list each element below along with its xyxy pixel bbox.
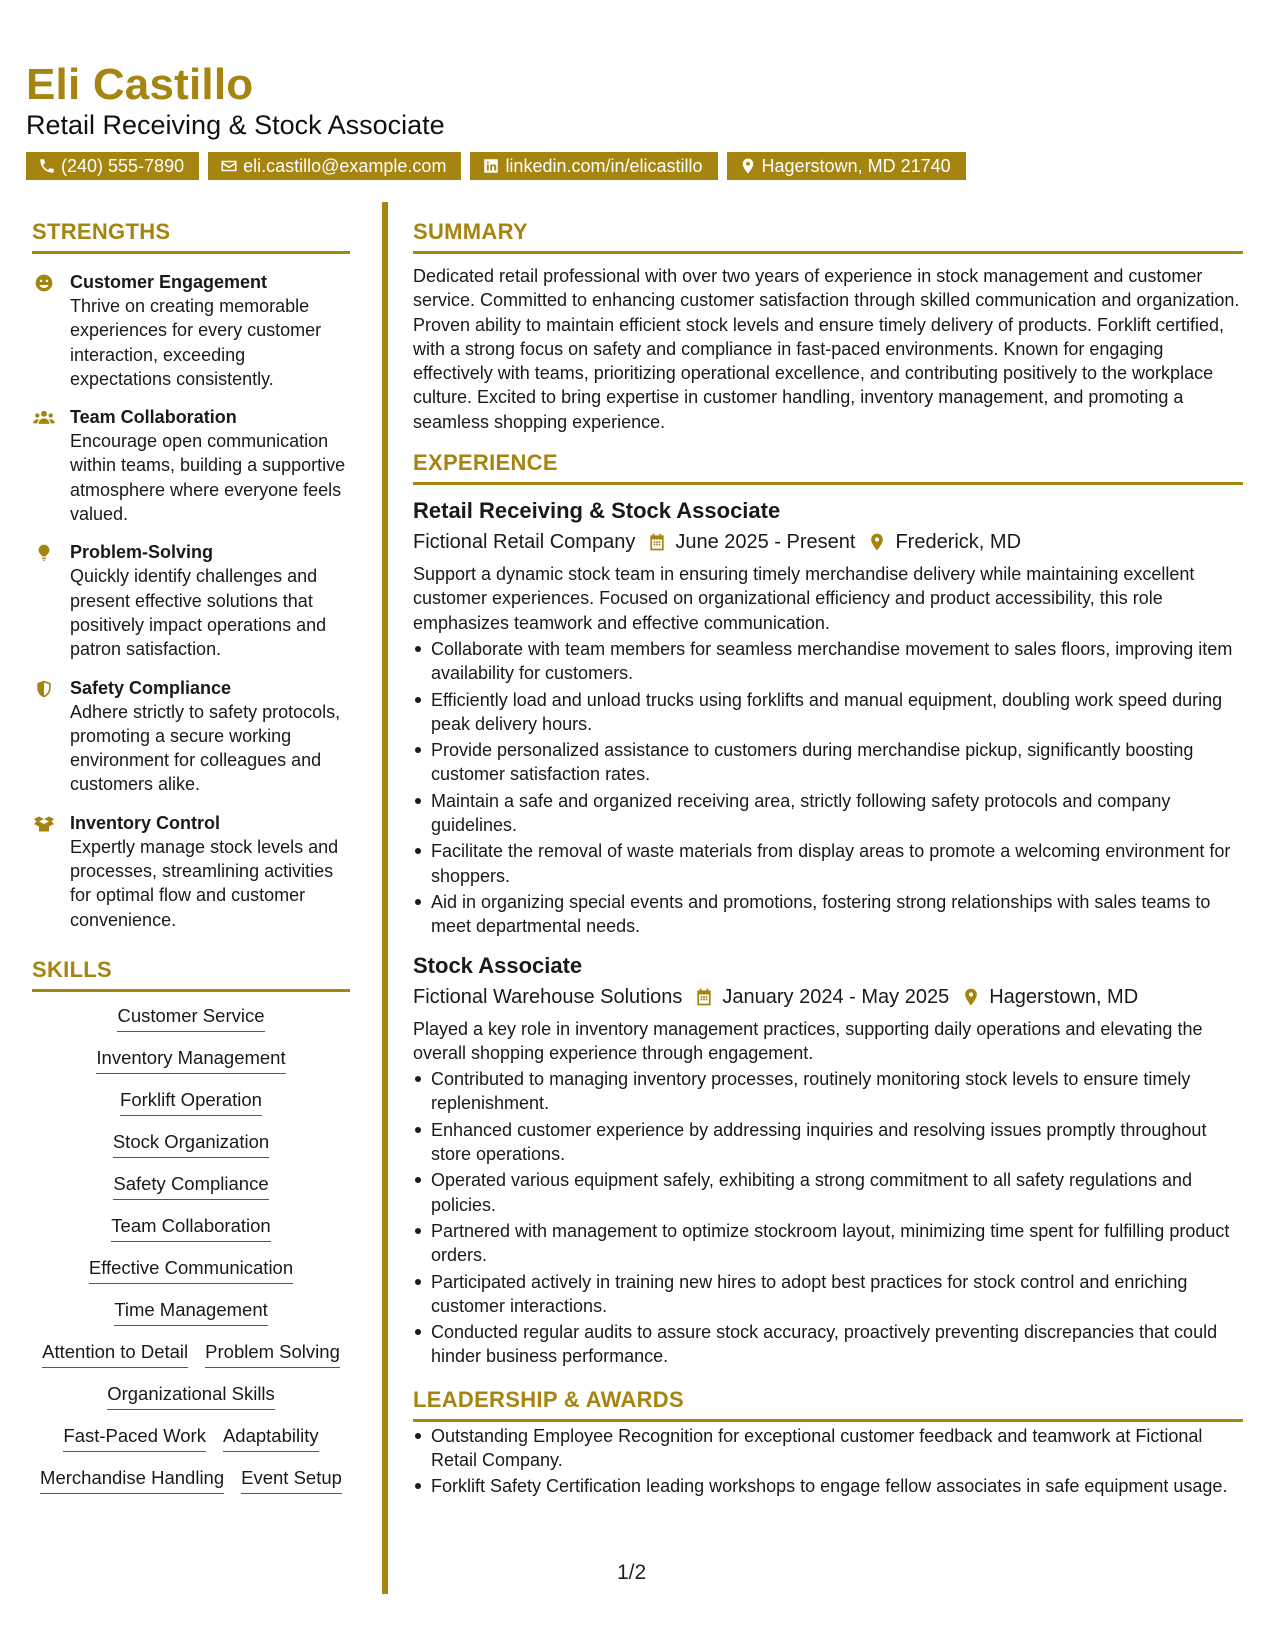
left-column [32, 219, 350, 1494]
phone-icon [38, 157, 56, 175]
strength-title: Problem-Solving [70, 542, 214, 563]
skill-tag: Fast-Paced Work [63, 1424, 206, 1452]
skill-tag: Safety Compliance [113, 1172, 268, 1200]
list-item: Participated actively in training new hires to adopt best practices for stock control and enriching customer interactions. [413, 1270, 1243, 1319]
list-item: Collaborate with team members for seamless merchandise movement to sales floors, improving item availability for customers. [413, 637, 1243, 686]
column-divider [382, 202, 388, 1594]
location-pin-icon [961, 987, 981, 1007]
skill-tag: Attention to Detail [42, 1340, 188, 1368]
strengths-list [32, 270, 350, 932]
list-item: Efficiently load and unload trucks using forklifts and manual equipment, doubling work speed during peak delivery hours. [413, 688, 1243, 737]
skill-tag: Problem Solving [205, 1340, 340, 1368]
candidate-role: Retail Receiving & Stock Associate [26, 110, 445, 140]
job-location: Frederick, MD [895, 531, 1022, 554]
list-item: Maintain a safe and organized receiving area, strictly following safety protocols and company guidelines. [413, 789, 1243, 838]
linkedin-icon [482, 157, 500, 175]
skill-tag: Stock Organization [113, 1130, 269, 1158]
job-meta [413, 527, 1243, 557]
location-pin-icon [867, 532, 887, 552]
strength-title: Inventory Control [70, 812, 221, 833]
calendar-icon [694, 987, 714, 1007]
candidate-name: Eli Castillo [26, 60, 254, 109]
location-pin-icon [739, 157, 757, 175]
contact-email-text: eli.castillo@example.com [243, 156, 447, 176]
job-meta [413, 982, 1243, 1012]
list-item: Forklift Safety Certification leading workshops to engage fellow associates in safe equipment usage. [413, 1474, 1243, 1498]
list-item: Contributed to managing inventory processes, routinely monitoring stock levels to ensure timely replenishment. [413, 1067, 1243, 1116]
contact-linkedin-text: linkedin.com/in/elicastillo [505, 156, 703, 176]
strength-text: Quickly identify challenges and present effective solutions that positively impact operations and patron satisfaction. [70, 566, 327, 660]
contact-linkedin[interactable] [470, 152, 717, 180]
job-bullets [413, 1067, 1243, 1369]
skill-tag: Effective Communication [89, 1256, 293, 1284]
experience-heading: EXPERIENCE [413, 450, 1243, 485]
skill-tag: Time Management [114, 1298, 268, 1326]
contact-location-text: Hagerstown, MD 21740 [761, 156, 951, 176]
strength-item [32, 811, 350, 932]
users-icon [33, 408, 55, 428]
shield-icon [33, 679, 55, 699]
strength-text: Thrive on creating memorable experiences for every customer interaction, exceeding expectations consistently. [70, 296, 322, 389]
skill-tag: Team Collaboration [111, 1214, 270, 1242]
job-description: Support a dynamic stock team in ensuring timely merchandise delivery while maintaining excellent customer experiences. Focused on organizational efficiency and product accessibility, this role emphasizes teamwork and effective communication. [413, 564, 1195, 633]
list-item: Facilitate the removal of waste materials from display areas to promote a welcoming environment for shoppers. [413, 839, 1243, 888]
strength-text: Adhere strictly to safety protocols, promoting a secure working environment for colleagues and customers alike. [70, 701, 341, 795]
job-title: Stock Associate [413, 952, 583, 978]
skill-tag: Event Setup [241, 1466, 342, 1494]
strength-text: Expertly manage stock levels and processes, streamlining activities for optimal flow and customer convenience. [70, 836, 339, 930]
summary-heading: SUMMARY [413, 219, 1243, 254]
contact-location [727, 152, 966, 180]
box-icon [33, 814, 55, 834]
job-dates: June 2025 - Present [675, 531, 856, 554]
skill-tag: Adaptability [223, 1424, 319, 1452]
leadership-heading: LEADERSHIP & AWARDS [413, 1387, 1243, 1422]
job-bullets [413, 637, 1243, 939]
list-item: Operated various equipment safely, exhibiting a strong commitment to all safety regulations and policies. [413, 1168, 1243, 1217]
job-description: Played a key role in inventory management practices, supporting daily operations and elevating the overall shopping experience through engagement. [413, 1018, 1203, 1063]
list-item: Provide personalized assistance to customers during merchandise pickup, significantly boosting customer satisfaction rates. [413, 738, 1243, 787]
list-item: Partnered with management to optimize stockroom layout, minimizing time spent for fulfilling product orders. [413, 1219, 1243, 1268]
list-item: Enhanced customer experience by addressing inquiries and resolving issues promptly throughout store operations. [413, 1118, 1243, 1167]
job-dates: January 2024 - May 2025 [722, 985, 950, 1008]
skills-heading: SKILLS [32, 957, 350, 992]
right-column [413, 219, 1243, 1501]
strength-title: Customer Engagement [70, 272, 268, 292]
strength-item [32, 270, 350, 391]
strengths-heading: STRENGTHS [32, 219, 350, 254]
contact-phone[interactable] [26, 152, 199, 180]
job-entry [413, 951, 1243, 1369]
calendar-icon [647, 532, 667, 552]
skill-tag: Forklift Operation [120, 1088, 262, 1116]
job-company: Fictional Warehouse Solutions [413, 985, 683, 1008]
list-item: Outstanding Employee Recognition for exceptional customer feedback and teamwork at Fictional Retail Company. [413, 1424, 1243, 1473]
smile-icon [33, 273, 55, 293]
strength-text: Encourage open communication within teams, building a supportive atmosphere where everyone feels valued. [70, 431, 346, 525]
job-entry [413, 496, 1243, 938]
skill-tag: Merchandise Handling [40, 1466, 224, 1494]
job-location: Hagerstown, MD [989, 985, 1139, 1008]
strength-item [32, 540, 350, 661]
strength-item [32, 405, 350, 526]
strength-item [32, 676, 350, 797]
contact-email[interactable] [208, 152, 461, 180]
page-number: 1/2 [617, 1561, 647, 1584]
skills-list [32, 1004, 350, 1494]
strength-title: Team Collaboration [70, 407, 237, 428]
contact-bar [26, 152, 966, 180]
strength-title: Safety Compliance [70, 677, 232, 698]
skill-tag: Customer Service [117, 1004, 264, 1032]
job-title: Retail Receiving & Stock Associate [413, 498, 781, 524]
list-item: Conducted regular audits to assure stock accuracy, proactively preventing discrepancies that could hinder business performance. [413, 1320, 1243, 1369]
summary-text: Dedicated retail professional with over two years of experience in stock management and customer service. Committed to enhancing customer satisfaction through skilled communication and organization. Proven ability to maintain efficient stock levels and ensure timely delivery of products. Forklift certified, with a strong focus on safety and compliance in fast-paced environments. Known for engaging effectively with teams, prioritizing operational excellence, and contributing positively to the workplace culture. Excited to bring expertise in customer handling, inventory management, and promoting a seamless shopping experience. [413, 266, 1240, 432]
skill-tag: Organizational Skills [107, 1382, 275, 1410]
lightbulb-icon [33, 543, 55, 563]
job-company: Fictional Retail Company [413, 531, 636, 554]
contact-phone-text: (240) 555-7890 [61, 156, 185, 176]
envelope-icon [220, 157, 238, 175]
leadership-list [413, 1424, 1243, 1499]
skill-tag: Inventory Management [96, 1046, 285, 1074]
list-item: Aid in organizing special events and promotions, fostering strong relationships with sales teams to meet departmental needs. [413, 890, 1243, 939]
